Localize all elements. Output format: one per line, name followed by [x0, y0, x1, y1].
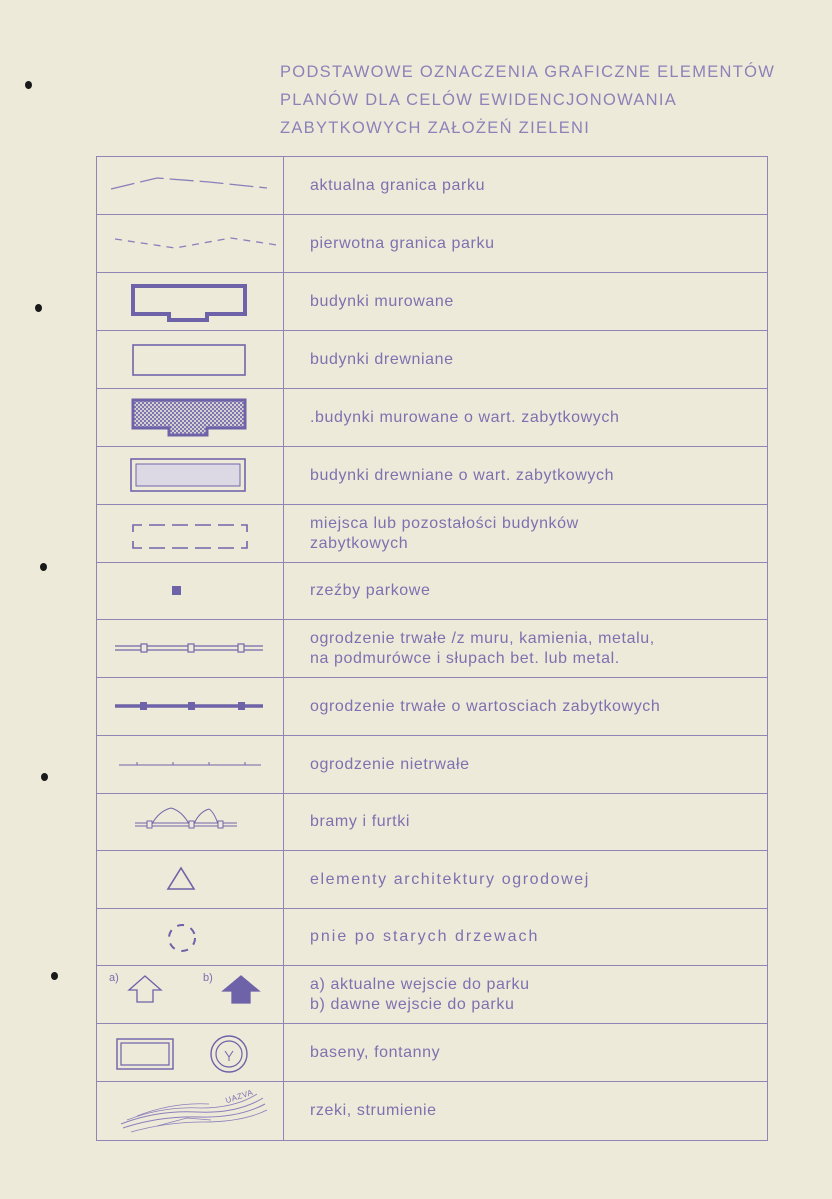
river-label: UAZVA	[224, 1087, 255, 1106]
punch-hole	[41, 773, 48, 781]
legend-symbol-cell	[97, 794, 284, 851]
legend-label: budynki drewniane o wart. zabytkowych	[284, 447, 768, 505]
line-original-boundary-icon	[97, 215, 283, 272]
pool-fountain-icon	[97, 1024, 283, 1081]
legend-symbol-cell	[97, 389, 284, 447]
punch-hole	[35, 304, 42, 312]
legend-symbol-cell	[97, 505, 284, 563]
legend-label: elementy architektury ogrodowej	[284, 851, 768, 909]
legend-row	[97, 273, 768, 331]
legend-symbol-cell	[97, 678, 284, 736]
legend-row	[97, 157, 768, 215]
brick-building-icon	[97, 273, 283, 330]
legend-label: ogrodzenie trwałe /z muru, kamienia, metalu, na podmurówce i słupach bet. lub metal.	[284, 620, 768, 678]
temporary-fence-icon	[97, 736, 283, 793]
legend-symbol-cell	[97, 157, 284, 215]
legend-label: rzeźby parkowe	[284, 563, 768, 620]
legend-symbol-cell	[97, 909, 284, 966]
legend-row	[97, 563, 768, 620]
legend-label: miejsca lub pozostałości budynków zabytkowych	[284, 505, 768, 563]
legend-label: budynki drewniane	[284, 331, 768, 389]
legend-symbol-cell	[97, 736, 284, 794]
title-line: ZABYTKOWYCH ZAŁOŻEŃ ZIELENI	[280, 119, 591, 137]
title-line: PODSTAWOWE OZNACZENIA GRAFICZNE ELEMENTÓW	[280, 63, 776, 81]
legend-row	[97, 620, 768, 678]
punch-hole	[51, 972, 58, 980]
legend-symbol-cell	[97, 563, 284, 620]
legend-row	[97, 1082, 768, 1141]
legend-row	[97, 447, 768, 505]
legend-row	[97, 794, 768, 851]
legend-row	[97, 215, 768, 273]
legend-row	[97, 678, 768, 736]
legend-row	[97, 505, 768, 563]
building-remains-icon	[97, 505, 283, 562]
mark-a: a)	[109, 972, 119, 984]
legend-row	[97, 966, 768, 1024]
legend-row	[97, 389, 768, 447]
legend-symbol-cell	[97, 851, 284, 909]
gate-icon	[97, 794, 283, 850]
legend-table	[96, 156, 768, 1141]
legend-label: rzeki, strumienie	[284, 1082, 768, 1141]
legend-label: ogrodzenie nietrwałe	[284, 736, 768, 794]
legend-label: pierwotna granica parku	[284, 215, 768, 273]
punch-hole	[25, 81, 32, 89]
historic-fence-icon	[97, 678, 283, 735]
legend-row	[97, 909, 768, 966]
historic-wooden-building-icon	[97, 447, 283, 504]
legend-label: .budynki murowane o wart. zabytkowych	[284, 389, 768, 447]
document-title	[280, 58, 820, 142]
wooden-building-icon	[97, 331, 283, 388]
legend-symbol-cell	[97, 447, 284, 505]
sculpture-icon	[97, 563, 283, 619]
punch-hole	[40, 563, 47, 571]
legend-label: a) aktualne wejscie do parku b) dawne wejscie do parku	[284, 966, 768, 1024]
legend-label: pnie po starych drzewach	[284, 909, 768, 966]
legend-row	[97, 851, 768, 909]
historic-brick-building-icon	[97, 389, 283, 446]
stump-circle-icon	[97, 909, 283, 965]
line-current-boundary-icon	[97, 157, 283, 214]
legend-row	[97, 736, 768, 794]
triangle-icon	[97, 851, 283, 908]
legend-symbol-cell	[97, 215, 284, 273]
entrance-arrows-icon	[97, 966, 283, 1023]
permanent-fence-icon	[97, 620, 283, 677]
mark-b: b)	[203, 972, 213, 984]
legend-label: budynki murowane	[284, 273, 768, 331]
title-line: PLANÓW DLA CELÓW EWIDENCJONOWANIA	[280, 91, 678, 109]
legend-symbol-cell	[97, 1082, 284, 1141]
river-icon	[97, 1082, 283, 1140]
legend-symbol-cell	[97, 331, 284, 389]
legend-label: ogrodzenie trwałe o wartosciach zabytkowych	[284, 678, 768, 736]
legend-label: aktualna granica parku	[284, 157, 768, 215]
legend-row	[97, 1024, 768, 1082]
legend-row	[97, 331, 768, 389]
legend-symbol-cell	[97, 620, 284, 678]
legend-label: bramy i furtki	[284, 794, 768, 851]
legend-symbol-cell	[97, 273, 284, 331]
legend-label: baseny, fontanny	[284, 1024, 768, 1082]
legend-symbol-cell	[97, 966, 284, 1024]
legend-symbol-cell	[97, 1024, 284, 1082]
